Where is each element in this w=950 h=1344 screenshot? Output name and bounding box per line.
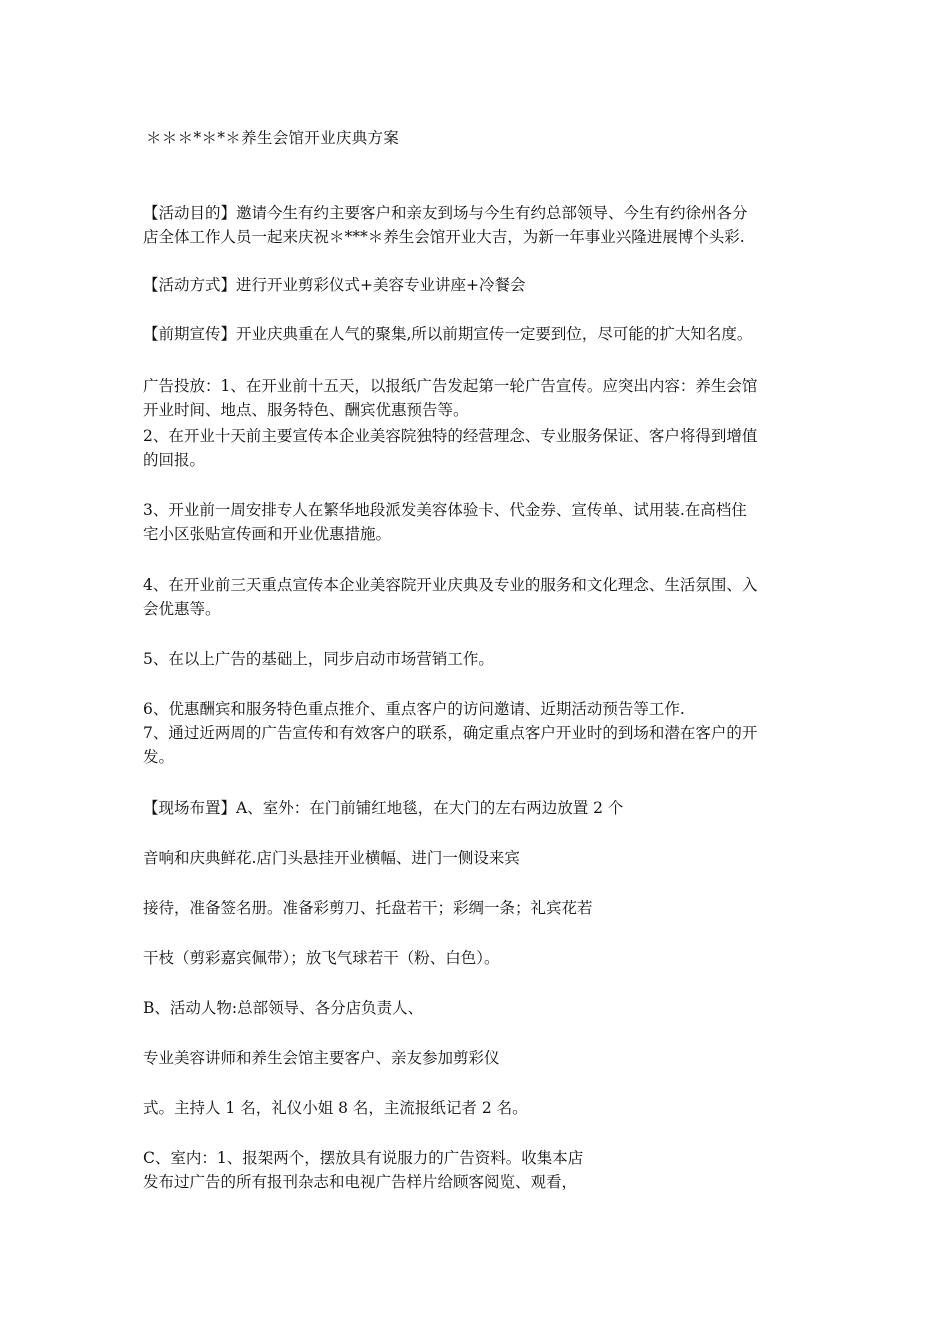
paragraph-line: 4、在开业前三天重点宣传本企业美容院开业庆典及专业的服务和文化理念、生活氛围、入 xyxy=(143,576,758,594)
paragraph-line: 发布过广告的所有报刊杂志和电视广告样片给顾客阅览、观看， xyxy=(143,1173,578,1191)
paragraph-line: 5、在以上广告的基础上，同步启动市场营销工作。 xyxy=(143,650,494,668)
paragraph-line: 3、开业前一周安排专人在繁华地段派发美容体验卡、代金券、宣传单、试用装.在高档住 xyxy=(143,501,747,519)
paragraph-line: B、活动人物:总部领导、各分店负责人、 xyxy=(143,999,424,1017)
paragraph-line: 【现场布置】A、室外：在门前铺红地毯，在大门的左右两边放置 2 个 xyxy=(143,799,624,817)
paragraph-line: 干枝（剪彩嘉宾佩带）；放飞气球若干（粉、白色）。 xyxy=(143,949,500,967)
paragraph-line: 广告投放：1、在开业前十五天，以报纸广告发起第一轮广告宣传。应突出内容：养生会馆 xyxy=(143,377,758,395)
paragraph-line: 接待，准备签名册。准备彩剪刀、托盘若干；彩绸一条；礼宾花若 xyxy=(143,899,593,917)
paragraph-line: 会优惠等。 xyxy=(143,600,221,618)
paragraph-line: 开业时间、地点、服务特色、酬宾优惠预告等。 xyxy=(143,401,469,419)
document-title: ＊＊＊*＊*＊养生会馆开业庆典方案 xyxy=(146,129,400,147)
paragraph-line: 的回报。 xyxy=(143,451,206,469)
paragraph-line: 专业美容讲师和养生会馆主要客户、亲友参加剪彩仪 xyxy=(143,1049,500,1067)
paragraph-line: 6、优惠酬宾和服务特色重点推介、重点客户的访问邀请、近期活动预告等工作. xyxy=(143,700,685,718)
paragraph-line: 2、在开业十天前主要宣传本企业美容院独特的经营理念、专业服务保证、客户将得到增值 xyxy=(143,427,758,445)
paragraph-line: 宅小区张贴宣传画和开业优惠措施。 xyxy=(143,525,392,543)
paragraph-line: 式。主持人 1 名，礼仪小姐 8 名，主流报纸记者 2 名。 xyxy=(143,1099,528,1117)
paragraph-line: 店全体工作人员一起来庆祝＊***＊养生会馆开业大吉，为新一年事业兴隆进展博个头彩. xyxy=(143,228,745,246)
paragraph-line: 音响和庆典鲜花.店门头悬挂开业横幅、进门一侧设来宾 xyxy=(143,849,520,867)
paragraph-line: 发。 xyxy=(143,748,175,766)
paragraph-line: 7、通过近两周的广告宣传和有效客户的联系，确定重点客户开业时的到场和潜在客户的开 xyxy=(143,724,758,742)
paragraph-line: 【前期宣传】开业庆典重在人气的聚集,所以前期宣传一定要到位，尽可能的扩大知名度。 xyxy=(143,325,753,343)
paragraph-line: 【活动方式】进行开业剪彩仪式+美容专业讲座+冷餐会 xyxy=(143,276,526,294)
paragraph-line: 【活动目的】邀请今生有约主要客户和亲友到场与今生有约总部领导、今生有约徐州各分 xyxy=(143,204,748,222)
paragraph-line: C、室内：1、报架两个，摆放具有说服力的广告资料。收集本店 xyxy=(143,1149,584,1167)
